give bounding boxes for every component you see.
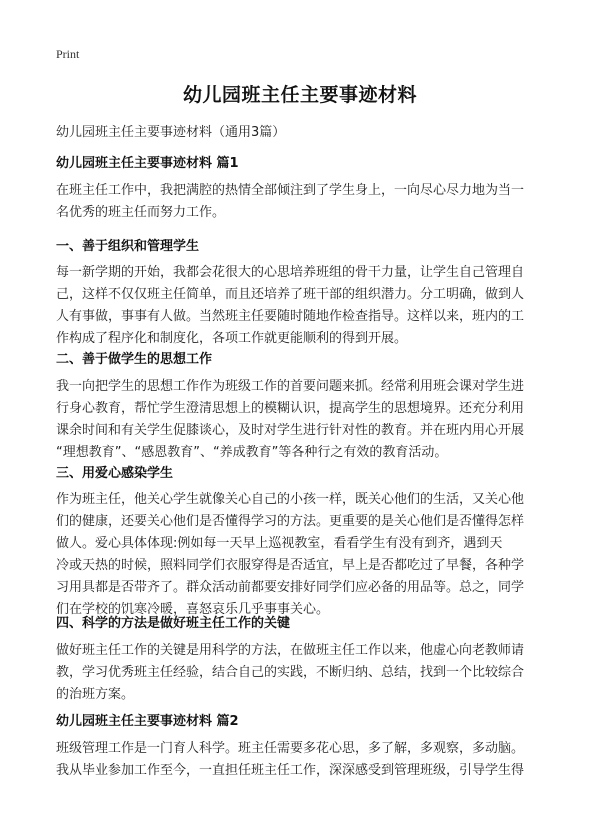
document-subtitle: 幼儿园班主任主要事迹材料（通用3篇） [56,125,286,140]
paragraph-line: 的治班方案。 [56,687,135,702]
paragraph-line: 在班主任工作中，我把满腔的热情全部倾注到了学生身上，一向尽心尽力地为当一 [56,183,525,198]
paragraph-line: 人有事做，事事有人做。当然班主任要随时随地作检查指导。这样以来，班内的工 [56,309,525,324]
paragraph-line: 们的健康，还要关心他们是否懂得学习的方法。更重要的是关心他们是否懂得怎样 [56,514,525,529]
paragraph-line: 我从毕业参加工作至今，一直担任班主任工作，深深感受到管理班级，引导学生得 [56,763,525,778]
paragraph-line: 冷或天热的时候，照料同学们衣服穿得是否适宜，早上是否都吃过了早餐，各种学 [56,558,525,573]
section-heading: 幼儿园班主任主要事迹材料 篇1 [56,156,239,171]
paragraph-line: 做好班主任工作的关键是用科学的方法，在做班主任工作以来，他虚心向老教师请 [56,643,525,658]
paragraph-line: 作为班主任，他关心学生就像关心自己的小孩一样，既关心他们的生活，又关心他 [56,492,525,507]
section-paragraph [56,489,548,621]
paragraph-line: 名优秀的班主任而努力工作。 [56,205,226,220]
paragraph-line: 习用具都是否带齐了。群众活动前都要安排好同学们应必备的用品等。总之，同学 [56,580,525,595]
section-heading: 三、用爱心感染学生 [56,466,174,481]
section-paragraph [56,262,548,350]
section-paragraph [56,180,548,224]
paragraph-line: “理想教育”、“感恩教育”、“养成教育”等各种行之有效的教育活动。 [56,445,448,460]
paragraph-line: 课余时间和有关学生促膝谈心，及时对学生进行针对性的教育。并在班内用心开展 [56,423,525,438]
section-heading: 幼儿园班主任主要事迹材料 篇2 [56,714,239,729]
paragraph-line: 班级管理工作是一门育人科学。班主任需要多花心思，多了解，多观察，多动脑。 [56,741,525,756]
paragraph-line: 我一向把学生的思想工作作为班级工作的首要问题来抓。经常利用班会课对学生进 [56,379,525,394]
section-heading: 二、善于做学生的思想工作 [56,352,213,367]
paragraph-line: 作构成了程序化和制度化，各项工作就更能顺利的得到开展。 [56,331,408,346]
paragraph-line: 教，学习优秀班主任经验，结合自己的实践，不断归纳、总结，找到一个比较综合 [56,665,525,680]
section-paragraph [56,738,548,782]
section-heading: 四、科学的方法是做好班主任工作的关键 [56,616,291,631]
section-paragraph [56,376,548,464]
paragraph-line: 己，这样不仅仅班主任简单，而且还培养了班干部的组织潜力。分工明确，做到人 [56,287,525,302]
page-title: 幼儿园班主任主要事迹材料 [182,84,417,106]
print-label[interactable]: Print [56,47,80,61]
paragraph-line: 每一新学期的开始，我都会花很大的心思培养班组的骨干力量，让学生自己管理自 [56,265,525,280]
section-heading: 一、善于组织和管理学生 [56,239,200,254]
paragraph-line: 们在学校的饥寒冷暖，喜怒哀乐几乎事事关心。 [56,602,330,617]
paragraph-line: 做人。爱心具体体现:例如每一天早上巡视教室，看看学生有没有到齐，遇到天 [56,536,503,551]
section-paragraph [56,640,548,706]
paragraph-line: 行身心教育，帮忙学生澄清思想上的模糊认识，提高学生的思想境界。还充分利用 [56,401,525,416]
